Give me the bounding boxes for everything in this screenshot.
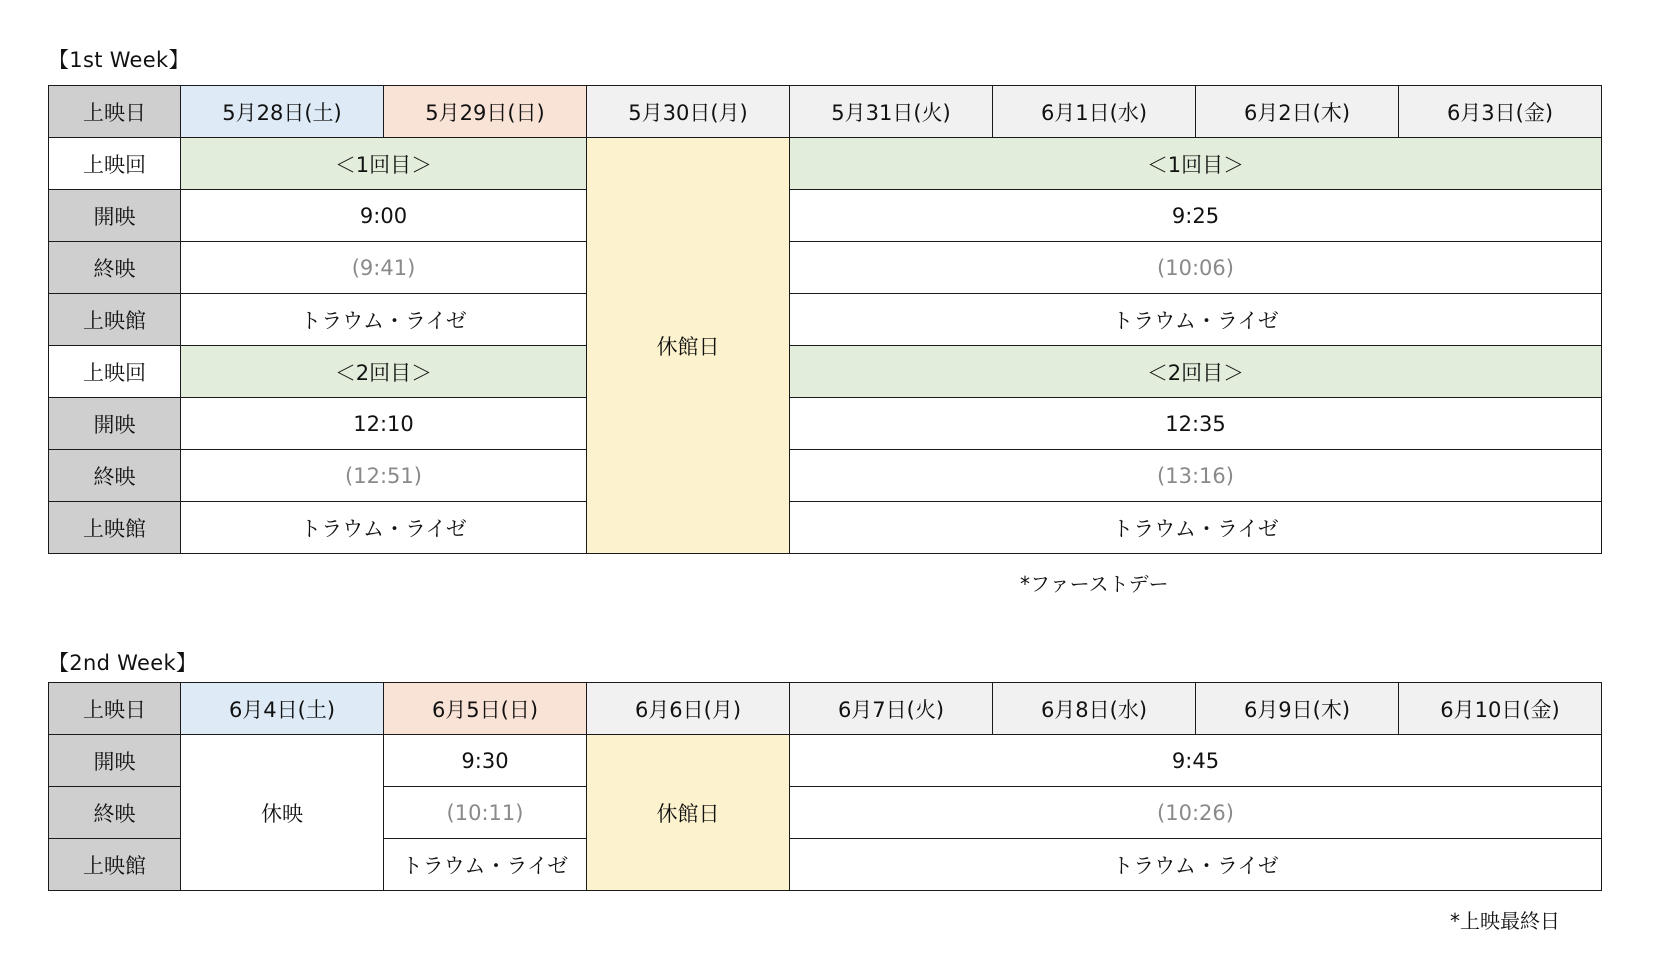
venue-label: 上映館 xyxy=(49,839,181,891)
date-header-wed: 6月1日(水) xyxy=(993,86,1196,138)
week1-round2-row xyxy=(49,346,1602,398)
weekend-start2: 12:10 xyxy=(181,398,587,450)
start-label: 開映 xyxy=(49,190,181,242)
week1-end2-row xyxy=(49,450,1602,502)
week2-start-row xyxy=(49,735,1602,787)
date-header-sun: 6月5日(日) xyxy=(384,683,587,735)
closed-day-cell: 休館日 xyxy=(587,735,790,891)
closed-day-cell: 休館日 xyxy=(587,138,790,554)
week1-venue1-row xyxy=(49,294,1602,346)
week1-venue2-row xyxy=(49,502,1602,554)
date-header-fri: 6月3日(金) xyxy=(1399,86,1602,138)
round-label: 上映回 xyxy=(49,346,181,398)
date-label: 上映日 xyxy=(49,683,181,735)
weekend-round2: ＜2回目＞ xyxy=(181,346,587,398)
date-header-tue: 5月31日(火) xyxy=(790,86,993,138)
date-header-fri: 6月10日(金) xyxy=(1399,683,1602,735)
week1-start2-row xyxy=(49,398,1602,450)
venue-label: 上映館 xyxy=(49,502,181,554)
week1-end1-row xyxy=(49,242,1602,294)
sunday-end: (10:11) xyxy=(384,787,587,839)
sunday-venue: トラウム・ライゼ xyxy=(384,839,587,891)
venue-label: 上映館 xyxy=(49,294,181,346)
date-header-tue: 6月7日(火) xyxy=(790,683,993,735)
weekday-start2: 12:35 xyxy=(790,398,1602,450)
end-label: 終映 xyxy=(49,242,181,294)
weekend-venue2: トラウム・ライゼ xyxy=(181,502,587,554)
end-label: 終映 xyxy=(49,450,181,502)
start-label: 開映 xyxy=(49,735,181,787)
weekday-start1: 9:25 xyxy=(790,190,1602,242)
round-label: 上映回 xyxy=(49,138,181,190)
week1-round1-row xyxy=(49,138,1602,190)
week2-schedule-table xyxy=(48,682,1602,891)
weekday-venue1: トラウム・ライゼ xyxy=(790,294,1602,346)
date-header-sun: 5月29日(日) xyxy=(384,86,587,138)
weekend-start1: 9:00 xyxy=(181,190,587,242)
weekday-start: 9:45 xyxy=(790,735,1602,787)
date-header-sat: 5月28日(土) xyxy=(181,86,384,138)
weekday-end1: (10:06) xyxy=(790,242,1602,294)
weekend-end1: (9:41) xyxy=(181,242,587,294)
weekday-round2: ＜2回目＞ xyxy=(790,346,1602,398)
week2-heading: 【2nd Week】 xyxy=(48,651,198,675)
weekend-round1: ＜1回目＞ xyxy=(181,138,587,190)
sunday-start: 9:30 xyxy=(384,735,587,787)
weekend-venue1: トラウム・ライゼ xyxy=(181,294,587,346)
week1-schedule-table xyxy=(48,85,1602,554)
weekday-venue2: トラウム・ライゼ xyxy=(790,502,1602,554)
date-header-thu: 6月2日(木) xyxy=(1196,86,1399,138)
week1-date-row xyxy=(49,86,1602,138)
start-label: 開映 xyxy=(49,398,181,450)
weekend-end2: (12:51) xyxy=(181,450,587,502)
date-header-mon: 6月6日(月) xyxy=(587,683,790,735)
week2-note: *上映最終日 xyxy=(1450,909,1560,933)
end-label: 終映 xyxy=(49,787,181,839)
week1-heading: 【1st Week】 xyxy=(48,48,190,72)
date-header-thu: 6月9日(木) xyxy=(1196,683,1399,735)
week2-date-row xyxy=(49,683,1602,735)
weekday-end2: (13:16) xyxy=(790,450,1602,502)
weekday-venue: トラウム・ライゼ xyxy=(790,839,1602,891)
week1-note: *ファーストデー xyxy=(1020,572,1169,596)
week1-start1-row xyxy=(49,190,1602,242)
weekday-end: (10:26) xyxy=(790,787,1602,839)
no-screening-cell: 休映 xyxy=(181,735,384,891)
date-header-mon: 5月30日(月) xyxy=(587,86,790,138)
weekday-round1: ＜1回目＞ xyxy=(790,138,1602,190)
date-header-sat: 6月4日(土) xyxy=(181,683,384,735)
date-label: 上映日 xyxy=(49,86,181,138)
date-header-wed: 6月8日(水) xyxy=(993,683,1196,735)
